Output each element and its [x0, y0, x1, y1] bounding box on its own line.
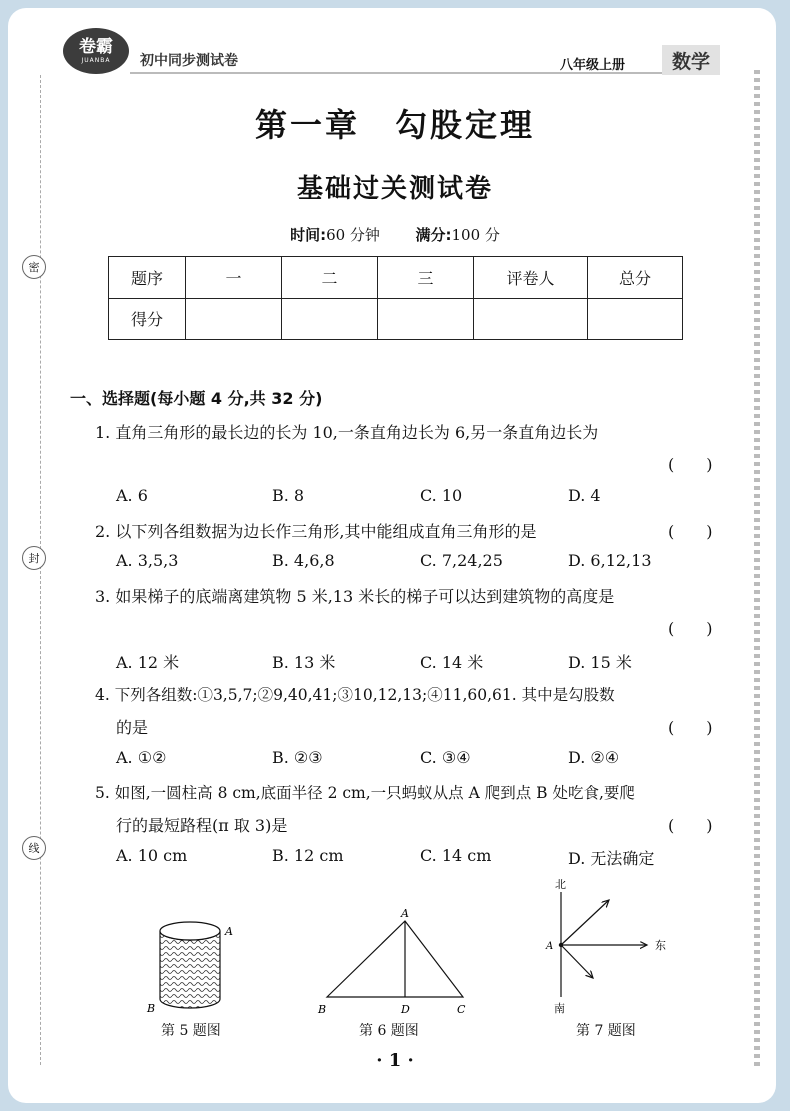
- east-label: 东: [655, 939, 666, 952]
- option-c: C. 7,24,25: [420, 551, 503, 570]
- option-a: A. 10 cm: [116, 846, 188, 865]
- vertex-a-label: A: [401, 907, 409, 920]
- point-b-label: B: [147, 1002, 156, 1015]
- option-c: C. 10: [420, 486, 463, 505]
- option-c: C. ③④: [420, 748, 471, 767]
- logo-subtext: JUANBA: [81, 56, 111, 64]
- score-input-cell[interactable]: [378, 298, 474, 340]
- option-b: B. ②③: [272, 748, 323, 767]
- option-b: B. 12 cm: [272, 846, 344, 865]
- northeast-arrow: [561, 900, 609, 945]
- time-label: 时间:: [290, 226, 327, 244]
- question-3-text: 3. 如果梯子的底端离建筑物 5 米,13 米长的梯子可以达到建筑物的高度是: [95, 587, 615, 606]
- option-a: A. 12 米: [116, 653, 180, 672]
- question-4-text: 4. 下列各组数:①3,5,7;②9,40,41;③10,12,13;④11,60,61. 其中是勾股数: [95, 686, 615, 704]
- cylinder-top: [160, 922, 220, 940]
- score-input-cell[interactable]: [588, 298, 683, 340]
- option-d: D. ②④: [568, 748, 620, 767]
- cylinder-body: [160, 931, 220, 1008]
- score-input-cell[interactable]: [186, 298, 282, 340]
- south-label: 南: [554, 1002, 565, 1015]
- seal-mark-xian: 线: [22, 836, 46, 860]
- answer-bracket[interactable]: ( ): [668, 522, 713, 541]
- option-a: A. 3,5,3: [116, 551, 179, 570]
- point-d-label: D: [401, 1003, 410, 1016]
- figure-5-cylinder: [140, 915, 245, 1020]
- option-b: B. 13 米: [272, 653, 336, 672]
- table-cell: 三: [378, 257, 474, 299]
- option-a: A. ①②: [116, 748, 167, 767]
- option-d: D. 无法确定: [568, 849, 655, 868]
- point-a: [559, 943, 563, 947]
- triangle-abc: [327, 921, 463, 997]
- score-input-cell[interactable]: [474, 298, 588, 340]
- seal-mark-mi: 密: [22, 255, 46, 279]
- full-score-label: 满分:: [415, 226, 452, 244]
- figure-5-caption: 第 5 题图: [161, 1023, 221, 1039]
- chapter-title: 第一章 勾股定理: [254, 106, 535, 144]
- seal-mark-feng: 封: [22, 546, 46, 570]
- figure-6-triangle: [315, 905, 475, 1020]
- subject-tab: 数学: [662, 45, 720, 75]
- test-subtitle: 基础过关测试卷: [296, 174, 493, 204]
- table-cell: 一: [186, 257, 282, 299]
- grade-label: 八年级上册: [560, 58, 626, 73]
- table-cell: 得分: [109, 298, 186, 340]
- table-cell: 题序: [109, 257, 186, 299]
- option-c: C. 14 米: [420, 653, 484, 672]
- figure-7-caption: 第 7 题图: [576, 1023, 636, 1039]
- brand-logo: [63, 28, 129, 74]
- right-edge-stripe: [754, 70, 760, 1070]
- vertex-c-label: C: [457, 1003, 466, 1016]
- question-1-text: 1. 直角三角形的最长边的长为 10,一条直角边长为 6,另一条直角边长为: [95, 423, 599, 442]
- option-b: B. 4,6,8: [272, 551, 335, 570]
- question-5-text: 5. 如图,一圆柱高 8 cm,底面半径 2 cm,一只蚂蚁从点 A 爬到点 B 处吃食,要爬: [95, 784, 635, 802]
- time-value: 60 分钟: [326, 226, 380, 244]
- point-a-label: A: [546, 941, 554, 952]
- page-number: · 1 ·: [376, 1050, 414, 1071]
- option-d: D. 4: [568, 486, 601, 505]
- point-a-label: A: [225, 925, 233, 938]
- score-table-header-row: [109, 257, 683, 299]
- figure-7-direction: [535, 872, 680, 1022]
- answer-bracket[interactable]: ( ): [668, 718, 713, 737]
- score-input-cell[interactable]: [282, 298, 378, 340]
- question-4-text-cont: 的是: [116, 718, 149, 737]
- series-title: 初中同步测试卷: [140, 53, 238, 69]
- option-a: A. 6: [116, 486, 148, 505]
- question-2-text: 2. 以下列各组数据为边长作三角形,其中能组成直角三角形的是: [95, 522, 537, 541]
- option-d: D. 15 米: [568, 653, 632, 672]
- logo-text: 卷霸: [79, 36, 113, 57]
- score-table-score-row: [109, 298, 683, 340]
- option-b: B. 8: [272, 486, 305, 505]
- header-divider: [130, 72, 720, 74]
- option-c: C. 14 cm: [420, 846, 492, 865]
- answer-bracket[interactable]: ( ): [668, 455, 713, 474]
- full-score-value: 100 分: [451, 226, 500, 244]
- vertex-b-label: B: [318, 1003, 327, 1016]
- table-cell: 评卷人: [474, 257, 588, 299]
- table-cell: 总分: [588, 257, 683, 299]
- answer-bracket[interactable]: ( ): [668, 816, 713, 835]
- time-score-line: [0, 224, 790, 245]
- southeast-arrow: [561, 945, 593, 978]
- question-5-text-cont: 行的最短路程(π 取 3)是: [116, 816, 288, 835]
- answer-bracket[interactable]: ( ): [668, 619, 713, 638]
- figure-6-caption: 第 6 题图: [359, 1023, 419, 1039]
- north-label: 北: [555, 878, 566, 891]
- section-heading: 一、选择题(每小题 4 分,共 32 分): [70, 389, 323, 408]
- table-cell: 二: [282, 257, 378, 299]
- score-table: [108, 256, 683, 340]
- option-d: D. 6,12,13: [568, 551, 652, 570]
